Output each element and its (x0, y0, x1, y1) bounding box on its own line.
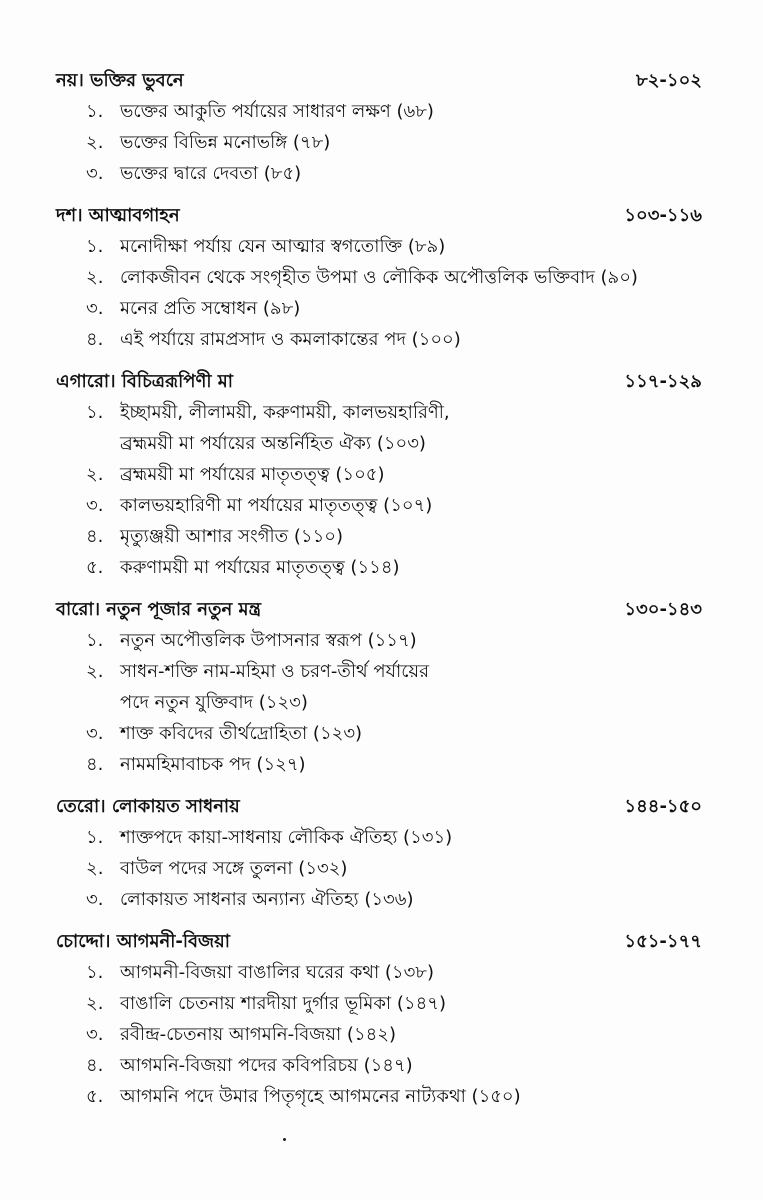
item-text: বাঙালি চেতনায় শারদীয়া দুর্গার ভূমিকা (১৪৭) (120, 993, 446, 1014)
section-list (56, 96, 706, 189)
item-number: ৩. (86, 495, 104, 516)
list-item (56, 957, 706, 988)
item-text: এই পর্যায়ে রামপ্রসাদ ও কমলাকান্তের পদ (১০০) (120, 329, 461, 350)
list-item (56, 127, 706, 158)
item-text: ভক্তের দ্বারে দেবতা (৮৫) (120, 163, 302, 184)
chapter-section (56, 367, 706, 583)
item-number: ১. (86, 827, 104, 848)
item-number: ৫. (86, 1086, 104, 1107)
chapter-page-range: ১১৭-১২৯ (624, 371, 702, 392)
section-list (56, 625, 706, 780)
chapter-title: বারো। নতুন পূজার নতুন মন্ত্র (56, 599, 262, 620)
item-number: ২. (86, 661, 104, 682)
item-number: ১. (86, 962, 104, 983)
list-item (56, 521, 706, 552)
item-number: ২. (86, 132, 104, 153)
list-item (56, 656, 706, 718)
item-number: ৪. (86, 329, 104, 350)
chapter-page-range: ১৫১-১৭৭ (624, 931, 702, 952)
section-list (56, 397, 706, 583)
chapter-heading (56, 595, 706, 625)
table-of-contents (56, 66, 706, 1124)
list-item (56, 1081, 706, 1112)
item-number: ৪. (86, 754, 104, 775)
list-item (56, 1019, 706, 1050)
list-item (56, 293, 706, 324)
chapter-page-range: ১৪৪-১৫০ (624, 796, 702, 817)
section-list (56, 231, 706, 355)
chapter-section (56, 595, 706, 780)
item-number: ৫. (86, 557, 104, 578)
chapter-heading (56, 367, 706, 397)
list-item (56, 853, 706, 884)
item-text: রবীন্দ্র-চেতনায় আগমনি-বিজয়া (১৪২) (120, 1024, 397, 1045)
item-number: ৩. (86, 163, 104, 184)
list-item (56, 625, 706, 656)
item-number: ৩. (86, 298, 104, 319)
item-text: নামমহিমাবাচক পদ (১২৭) (120, 754, 306, 775)
chapter-page-range: ১৩০-১৪৩ (624, 599, 702, 620)
list-item (56, 988, 706, 1019)
list-item (56, 1050, 706, 1081)
list-item (56, 397, 706, 459)
item-number: ৪. (86, 526, 104, 547)
item-text: বাউল পদের সঙ্গে তুলনা (১৩২) (120, 858, 348, 879)
chapter-heading (56, 792, 706, 822)
item-text: লোকায়ত সাধনার অন্যান্য ঐতিহ্য (১৩৬) (120, 889, 414, 910)
chapter-title: নয়। ভক্তির ভুবনে (56, 70, 184, 91)
item-text: আগমনী-বিজয়া বাঙালির ঘরের কথা (১৩৮) (120, 962, 435, 983)
list-item (56, 324, 706, 355)
list-item (56, 884, 706, 915)
item-text: নতুন অপৌত্তলিক উপাসনার স্বরূপ (১১৭) (120, 630, 417, 651)
section-list (56, 822, 706, 915)
item-text: আগমনি পদে উমার পিতৃগৃহে আগমনের নাট্যকথা (১৫০) (120, 1086, 521, 1107)
item-text: আগমনি-বিজয়া পদের কবিপরিচয় (১৪৭) (120, 1055, 413, 1076)
item-text: শাক্তপদে কায়া-সাধনায় লৌকিক ঐতিহ্য (১৩১) (120, 827, 453, 848)
list-item (56, 490, 706, 521)
item-number: ১. (86, 101, 104, 122)
item-number: ৩. (86, 1024, 104, 1045)
chapter-title: তেরো। লোকায়ত সাধনায় (56, 796, 240, 817)
item-number: ২. (86, 464, 104, 485)
section-list (56, 957, 706, 1112)
chapter-page-range: ১০৩-১১৬ (624, 205, 702, 226)
list-item (56, 158, 706, 189)
chapter-section (56, 792, 706, 915)
list-item (56, 552, 706, 583)
chapter-title: এগারো। বিচিত্ররূপিণী মা (56, 371, 234, 392)
item-text: ব্রহ্মময়ী মা পর্যায়ের মাতৃতত্ত্ব (১০৫) (120, 464, 385, 485)
item-number: ২. (86, 858, 104, 879)
item-text: ভক্তের বিভিন্ন মনোভঙ্গি (৭৮) (120, 132, 331, 153)
list-item (56, 96, 706, 127)
chapter-section (56, 66, 706, 189)
item-number: ৩. (86, 889, 104, 910)
chapter-heading (56, 201, 706, 231)
item-number: ১. (86, 402, 104, 423)
chapter-section (56, 201, 706, 355)
chapter-heading (56, 66, 706, 96)
list-item (56, 822, 706, 853)
item-text: কালভয়হারিণী মা পর্যায়ের মাতৃতত্ত্ব (১০৭) (120, 495, 433, 516)
item-number: ২. (86, 267, 104, 288)
item-text: ভক্তের আকুতি পর্যায়ের সাধারণ লক্ষণ (৬৮) (120, 101, 434, 122)
item-text: মৃত্যুঞ্জয়ী আশার সংগীত (১১০) (120, 526, 343, 547)
list-item (56, 718, 706, 749)
list-item (56, 459, 706, 490)
list-item (56, 231, 706, 262)
item-number: ১. (86, 630, 104, 651)
item-number: ৩. (86, 723, 104, 744)
item-text: করুণাময়ী মা পর্যায়ের মাতৃতত্ত্ব (১১৪) (120, 557, 400, 578)
item-text: মনোদীক্ষা পর্যায় যেন আত্মার স্বগতোক্তি (৮৯) (120, 236, 446, 257)
chapter-title: চোদ্দো। আগমনী-বিজয়া (56, 931, 230, 952)
page-dot-mark (283, 1138, 286, 1141)
chapter-heading (56, 927, 706, 957)
item-text: শাক্ত কবিদের তীর্থদ্রোহিতা (১২৩) (120, 723, 363, 744)
item-text: মনের প্রতি সম্বোধন (৯৮) (120, 298, 301, 319)
item-text: সাধন-শক্তি নাম-মহিমা ও চরণ-তীর্থ পর্যায়ের পদে নতুন যুক্তিবাদ (১২৩) (120, 661, 429, 713)
item-text: ইচ্ছাময়ী, লীলাময়ী, করুণাময়ী, কালভয়হারিণী, ব্রহ্মময়ী মা পর্যায়ের অন্তর্নিহিত ঐক্য (১০৩) (120, 402, 450, 454)
list-item (56, 262, 706, 293)
chapter-page-range: ৮২-১০২ (636, 70, 702, 91)
chapter-title: দশ। আত্মাবগাহন (56, 205, 180, 226)
item-number: ৪. (86, 1055, 104, 1076)
list-item (56, 749, 706, 780)
chapter-section (56, 927, 706, 1112)
item-number: ১. (86, 236, 104, 257)
item-number: ২. (86, 993, 104, 1014)
item-text: লোকজীবন থেকে সংগৃহীত উপমা ও লৌকিক অপৌত্তলিক ভক্তিবাদ (৯০) (120, 267, 638, 288)
